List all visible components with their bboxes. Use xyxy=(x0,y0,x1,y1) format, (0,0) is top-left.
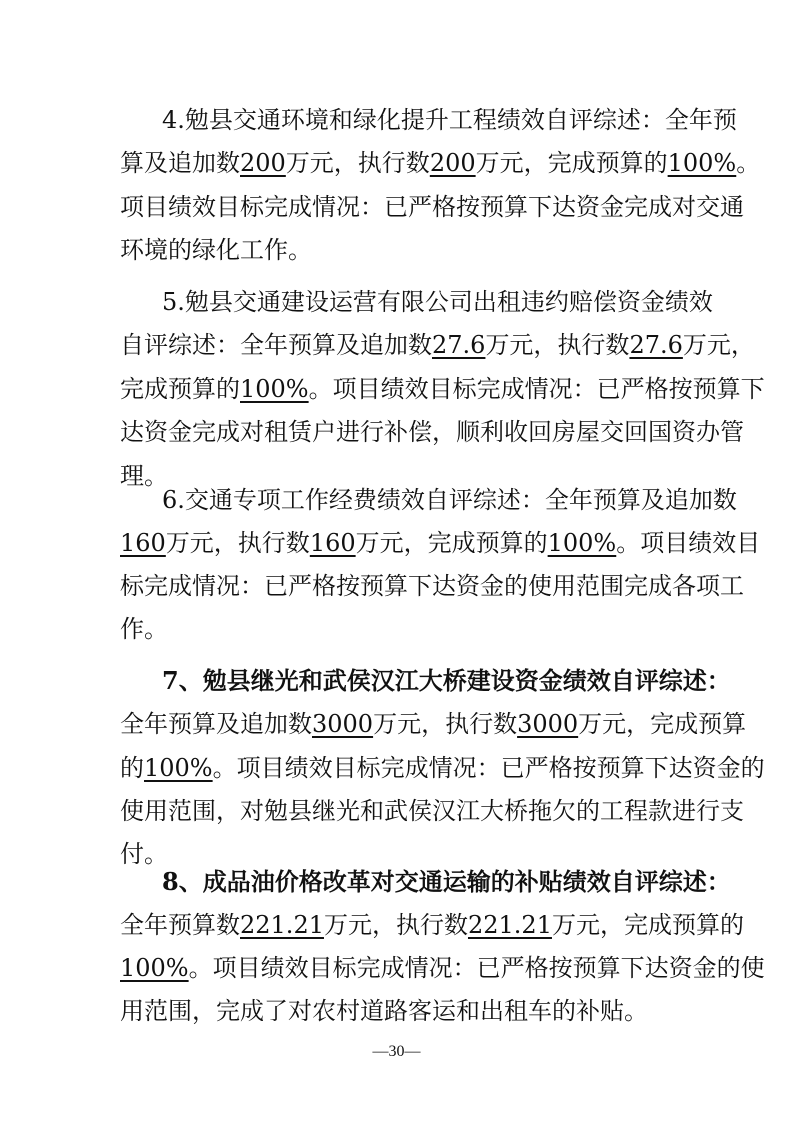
text-line xyxy=(162,480,737,520)
text-line xyxy=(120,566,744,606)
underlined-amount: 3000 xyxy=(312,710,374,738)
underlined-amount: 100% xyxy=(120,954,189,982)
underlined-amount: 27.6 xyxy=(629,331,683,359)
text-segment: 万元，执行数 xyxy=(165,529,310,557)
underlined-amount: 100% xyxy=(240,375,309,403)
underlined-amount: 200 xyxy=(429,149,476,177)
text-segment: 达资金完成对租赁户进行补偿，顺利收回房屋交回国资办管 xyxy=(120,418,744,446)
text-line xyxy=(162,862,731,902)
underlined-amount: 100% xyxy=(144,754,213,782)
underlined-amount: 3000 xyxy=(517,710,579,738)
text-segment: 。 xyxy=(736,149,761,177)
text-line xyxy=(162,661,731,701)
text-line xyxy=(120,991,680,1031)
text-segment: 万元，执行数 xyxy=(285,149,430,177)
text-line xyxy=(120,325,755,365)
text-line xyxy=(120,948,765,988)
text-line xyxy=(120,412,744,452)
text-segment: 的 xyxy=(120,754,144,782)
text-line xyxy=(120,369,765,409)
text-segment: 完成预算的 xyxy=(120,375,240,403)
text-segment: 交通专项工作经费绩效自评综述：全年预算及追加数 xyxy=(184,486,737,514)
underlined-amount: 221.21 xyxy=(240,911,324,939)
text-segment: 全年预算数 xyxy=(120,911,240,939)
underlined-amount: 100% xyxy=(667,149,737,177)
text-segment: 8、成品油价格改革对交通运输的补贴绩效自评综述： xyxy=(162,867,731,896)
underlined-amount: 221.21 xyxy=(467,911,552,939)
text-line xyxy=(120,791,744,831)
text-segment: 用范围，完成了对农村道路客运和出租车的补贴。 xyxy=(120,997,648,1025)
page-number: —30— xyxy=(372,1043,421,1060)
text-segment: 。项目绩效目标完成情况：已严格按预算下达资金的使 xyxy=(188,954,765,982)
text-segment: 付。 xyxy=(120,840,168,868)
text-segment: 6. xyxy=(162,486,185,514)
text-segment: 全年预算及追加数 xyxy=(120,710,312,738)
text-line xyxy=(120,905,744,945)
text-segment: 万元， xyxy=(682,331,755,359)
text-segment: 勉县交通建设运营有限公司出租违约赔偿资金绩效 xyxy=(184,288,713,316)
text-line xyxy=(120,187,744,227)
text-segment: 标完成情况：已严格按预算下达资金的使用范围完成各项工 xyxy=(120,572,744,600)
text-segment: 使用范围，对勉县继光和武侯汉江大桥拖欠的工程款进行支 xyxy=(120,797,744,825)
underlined-amount: 100% xyxy=(547,529,617,557)
text-segment: 万元，完成预算 xyxy=(578,710,747,738)
text-segment: 万元，执行数 xyxy=(485,331,630,359)
text-line xyxy=(120,704,747,744)
text-line xyxy=(162,282,713,322)
text-segment: 4. xyxy=(162,106,185,134)
text-line xyxy=(120,523,761,563)
text-line xyxy=(120,748,765,788)
text-segment: 万元，完成预算的 xyxy=(551,911,744,939)
text-line xyxy=(120,609,680,649)
text-segment: 万元，完成预算的 xyxy=(355,529,548,557)
underlined-amount: 200 xyxy=(240,149,286,177)
text-segment: 万元，执行数 xyxy=(373,710,518,738)
text-segment: 。项目绩效目标完成情况：已严格按预算下达资金的 xyxy=(212,754,765,782)
text-segment: 5. xyxy=(162,288,185,316)
text-segment: 环境的绿化工作。 xyxy=(120,236,312,264)
text-segment: 算及追加数 xyxy=(120,149,240,177)
text-line xyxy=(120,230,680,270)
text-segment: 。项目绩效目标完成情况：已严格按预算下 xyxy=(308,375,765,403)
underlined-amount: 27.6 xyxy=(432,331,486,359)
underlined-amount: 160 xyxy=(120,529,166,557)
text-line xyxy=(162,100,737,140)
text-segment: 作。 xyxy=(120,615,168,643)
text-segment: 自评综述：全年预算及追加数 xyxy=(120,331,432,359)
text-segment: 勉县交通环境和绿化提升工程绩效自评综述：全年预 xyxy=(184,106,737,134)
text-segment: 万元，执行数 xyxy=(323,911,468,939)
text-segment: 。项目绩效目 xyxy=(616,529,761,557)
text-segment: 项目绩效目标完成情况：已严格按预算下达资金完成对交通 xyxy=(120,193,744,221)
text-segment: 理。 xyxy=(120,462,168,490)
underlined-amount: 160 xyxy=(309,529,356,557)
text-segment: 7、勉县继光和武侯汉江大桥建设资金绩效自评综述： xyxy=(162,666,731,695)
text-line xyxy=(120,143,761,183)
text-segment: 万元，完成预算的 xyxy=(475,149,668,177)
